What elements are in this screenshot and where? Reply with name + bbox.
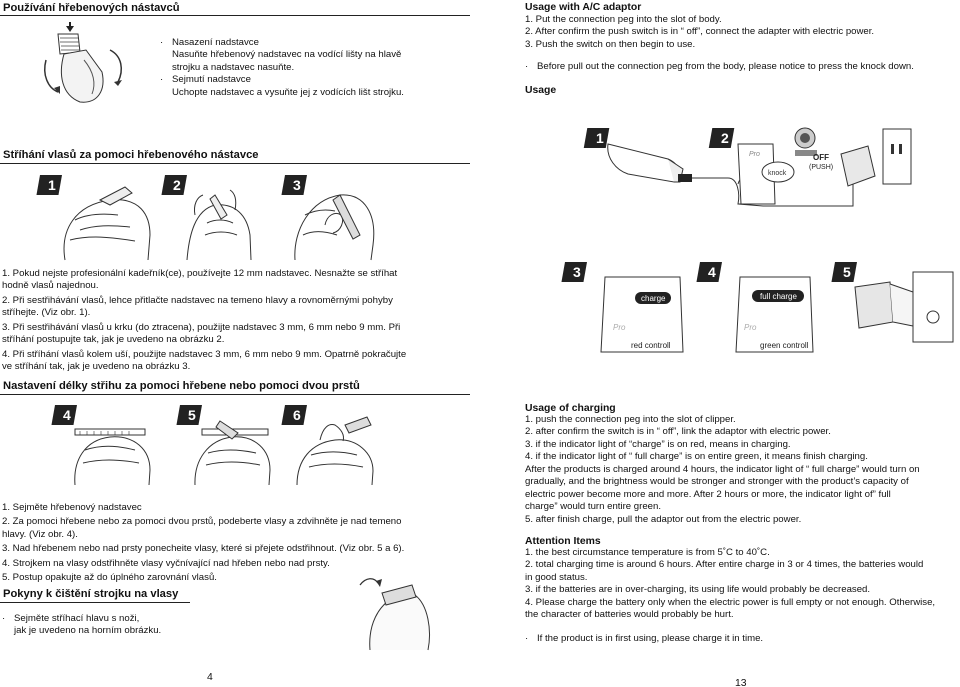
figure-number: 5: [188, 407, 196, 423]
figure-number: 1: [596, 130, 604, 146]
item-text: Uchopte nadstavec a vysuňte jej z vodících lišt strojku.: [172, 86, 404, 98]
brand-label: Pro: [749, 151, 760, 158]
list-item: [160, 62, 460, 74]
title-charging: Usage of charging: [525, 403, 616, 414]
list-item: 4. if the indicator light of “ full charge” is on entire green, it means finish charging.: [525, 451, 868, 463]
push-label: (PUSH): [809, 164, 834, 171]
cleaning-illustration: [340, 575, 450, 650]
figure-4: [51, 405, 150, 485]
list-item: charge” would turn entire green.: [525, 501, 661, 513]
knock-label: knock: [768, 170, 787, 177]
figure-number: 2: [721, 130, 729, 146]
list-item: stříhání postupujte tak, jak je uvedeno na obrázku 2.: [2, 334, 225, 346]
list-item: 2. After confirm the push switch is in “ off”, connect the adapter with electric power.: [525, 26, 875, 38]
brand-label: Pro: [613, 323, 626, 332]
figure-2: [161, 175, 251, 260]
item-text: Nasazení nadstavce: [172, 37, 259, 48]
charge-label: charge: [641, 294, 666, 303]
green-controll-label: green controll: [760, 341, 809, 350]
adaptor-steps: [525, 14, 955, 51]
item-text: strojku a nadstavec nasuňte.: [172, 61, 295, 73]
divider: [0, 163, 470, 164]
list-item: [160, 87, 460, 99]
list-item: gradually, and the brightness would be stronger and stronger with the product’s capacity of: [525, 476, 909, 488]
list-item: [160, 74, 460, 86]
cleaning-steps: [2, 613, 202, 638]
figure-6: [281, 405, 373, 485]
figure-5: [176, 405, 270, 485]
figure-number: 4: [63, 407, 71, 423]
list-item: 2. total charging time is around 6 hours. After entire charge in 3 or 4 times, the batteries would: [525, 559, 924, 571]
item-text: jak je uvedeno na horním obrázku.: [14, 625, 162, 637]
title-nastaveni: Nastavení délky střihu za pomoci hřebene nebo pomoci dvou prstů: [3, 380, 360, 392]
charging-figure-3: [561, 262, 683, 352]
list-item: 3. if the indicator light of “charge” is on red, means in charging.: [525, 438, 791, 450]
off-label: OFF: [813, 153, 829, 162]
item-text: Nasuňte hřebenový nadstavec na vodící lišty na hlavě: [172, 49, 402, 61]
charging-figure-4: [696, 262, 813, 352]
list-item: [2, 613, 202, 625]
attach-comb-illustration: [40, 20, 145, 105]
bullet: ·: [160, 37, 164, 48]
length-steps: [2, 502, 472, 585]
bullet: ·: [160, 74, 164, 86]
list-item: stříhejte. (Viz obr. 1).: [2, 307, 91, 319]
list-item: 1. Pokud nejste profesionální kadeřník(ce), používejte 12 mm nadstavec. Nesnažte se stříhat: [2, 268, 398, 279]
list-item: [160, 49, 460, 61]
list-item: 3. Push the switch on then begin to use.: [525, 38, 696, 50]
list-item: 1. push the connection peg into the slot of clipper.: [525, 414, 736, 425]
figure-number: 6: [293, 407, 301, 423]
length-figures: [55, 405, 375, 485]
figure-number: 2: [173, 177, 181, 193]
divider: [0, 394, 470, 395]
list-item: 2. Za pomoci hřebene nebo za pomoci dvou prstů, podeberte vlasy a zdvihněte je nad temeno: [2, 516, 402, 528]
bullet: ·: [525, 61, 529, 72]
list-item: electric power become more and more. After 2 hours or more, the indicator light of” full: [525, 488, 891, 500]
divider: [0, 15, 470, 16]
red-controll-label: red controll: [631, 341, 671, 350]
list-item: 5. Postup opakujte až do úplného zarovnání vlasů.: [2, 572, 217, 584]
divider: [0, 602, 190, 603]
adaptor-note: [525, 61, 914, 73]
page-number-right: 13: [735, 678, 747, 687]
bullet: ·: [2, 613, 6, 624]
charging-figures: [565, 262, 960, 357]
figure-number: 5: [843, 264, 851, 280]
list-item: the character of batteries would probably be hurt.: [525, 609, 734, 621]
figure-1: [36, 175, 150, 260]
charging-figure-5: [831, 262, 953, 342]
list-item: 2. Při sestřihávání vlasů, lehce přitlačte nadstavec na temeno hlavy a rovnoměrnými pohyby: [2, 294, 393, 306]
list-item: 4. Strojkem na vlasy odstřihněte vlasy vyčnívající nad hřeben nebo nad prsty.: [2, 557, 330, 569]
list-item: in good status.: [525, 571, 588, 583]
figure-number: 4: [708, 264, 716, 280]
brand-label: Pro: [744, 323, 757, 332]
list-item: 1. the best circumstance temperature is from 5˚C to 40˚C.: [525, 547, 770, 558]
list-item: 1. Sejměte hřebenový nadstavec: [2, 502, 142, 513]
cutting-steps: [2, 268, 472, 374]
item-text: Sejměte stříhací hlavu s noži,: [14, 613, 140, 624]
title-adaptor: Usage with A/C adaptor: [525, 2, 642, 13]
note-text: If the product is in first using, please charge it in time.: [537, 633, 764, 644]
list-item: [160, 37, 460, 49]
figure-3: [281, 175, 373, 260]
page-number-left: 4: [207, 672, 213, 683]
list-item: hlavy. (Viz obr. 4).: [2, 528, 78, 540]
list-item: 3. Nad hřebenem nebo nad prsty ponecheite vlasy, které si přejete odstřihnout. (Viz obr. 5 a 6).: [2, 543, 405, 555]
full-charge-label: full charge: [760, 292, 797, 301]
title-attention: Attention Items: [525, 536, 601, 547]
figure-number: 3: [573, 264, 581, 280]
list-item: 2. after confirm the switch is in “ off”, link the adaptor with electric power.: [525, 426, 831, 438]
list-item: 4. Při stříhání vlasů kolem uší, použijte nadstavec 3 mm, 6 mm nebo 9 mm. Opatrně pokračujte: [2, 348, 407, 360]
cutting-figures: [40, 175, 380, 260]
charging-steps: [525, 414, 957, 526]
attention-note: [525, 633, 763, 645]
list-item: hodně vlasů najednou.: [2, 280, 99, 292]
list-item: [2, 625, 202, 637]
title-cisteni: Pokyny k čištění strojku na vlasy: [3, 588, 179, 600]
list-item: 3. Při sestřihávání vlasů u krku (do ztracena), použijte nadstavec 3 mm, 6 mm nebo 9 mm. Při: [2, 321, 401, 333]
title-usage: Usage: [525, 85, 557, 96]
list-item: After the products is charged around 4 hours, the indicator light of “ full charge” would turn on: [525, 463, 920, 475]
usage-figures: [588, 124, 958, 219]
note-text: Before pull out the connection peg from the body, please notice to press the knock down.: [537, 61, 914, 72]
attach-instructions: [160, 37, 460, 99]
list-item: 5. after finish charge, pull the adaptor out from the electric power.: [525, 513, 802, 525]
attention-steps: [525, 547, 957, 622]
list-item: 4. Please charge the battery only when the electric power is full empty or not enough. Otherwise,: [525, 596, 936, 608]
title-strihani: Stříhání vlasů za pomoci hřebenového nástavce: [3, 149, 259, 161]
bullet: ·: [525, 633, 529, 644]
list-item: 1. Put the connection peg into the slot of body.: [525, 14, 722, 25]
title-nastavce: Používání hřebenových nástavců: [3, 2, 180, 14]
figure-number: 3: [293, 177, 301, 193]
figure-number: 1: [48, 177, 56, 193]
item-text: Sejmutí nadstavce: [172, 74, 251, 86]
list-item: 3. if the batteries are in over-charging, its using life would probably be decreased.: [525, 584, 871, 596]
list-item: ve stříhání tak, jak je uvedeno na obrázku 3.: [2, 361, 191, 373]
